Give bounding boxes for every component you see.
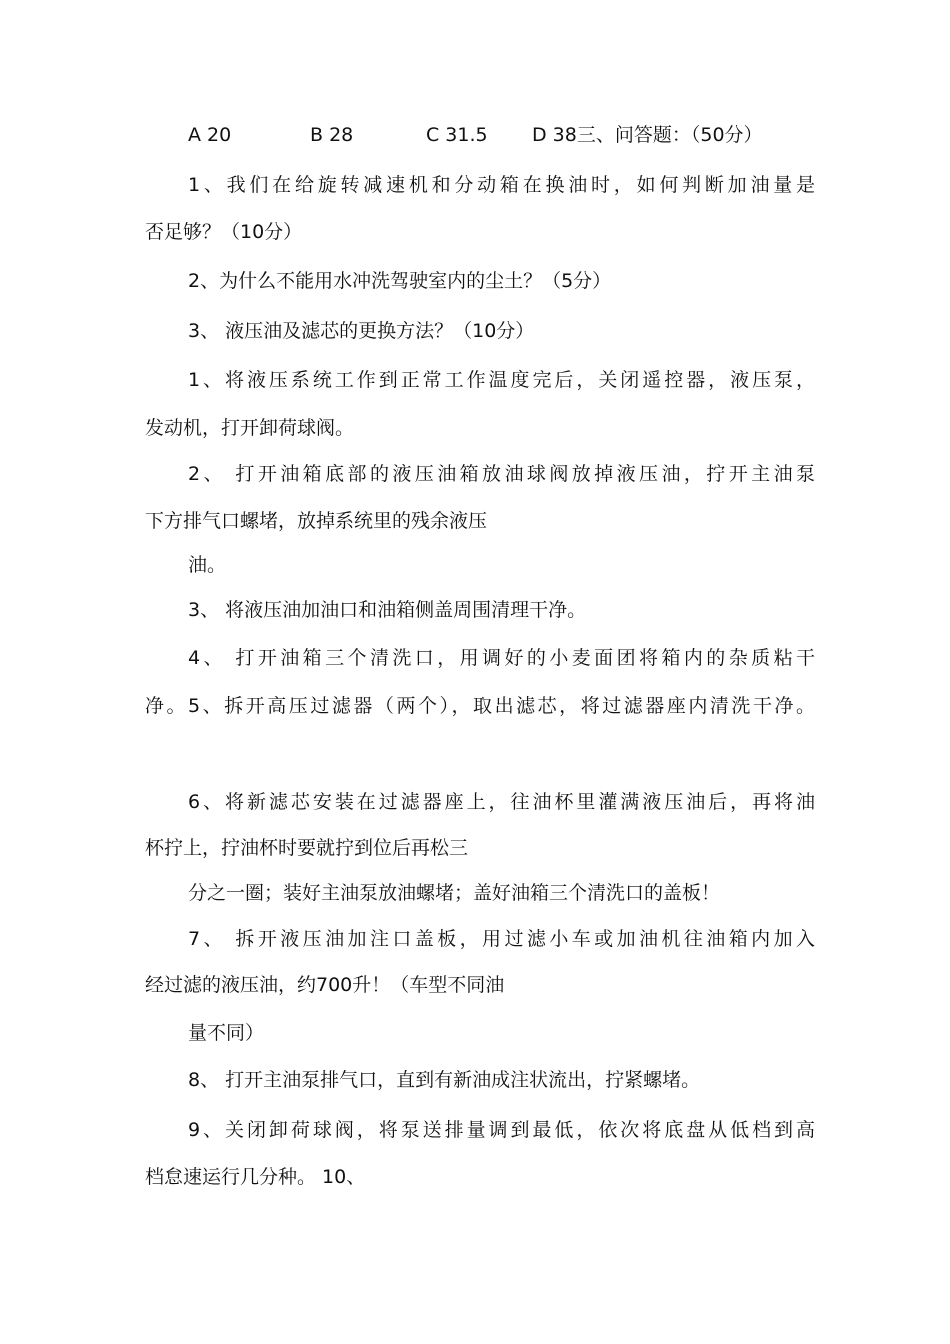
text-line: 杯拧上，拧油杯时要就拧到位后再松三 bbox=[145, 837, 469, 859]
text-line: 否足够？（10分） bbox=[145, 221, 303, 243]
option-a: A 20 bbox=[188, 124, 232, 146]
text-line: 经过滤的液压油，约700升！（车型不同油 bbox=[145, 974, 505, 996]
text-line: 量不同） bbox=[188, 1022, 265, 1044]
question-options-line bbox=[188, 123, 858, 147]
text-line: 2、 打开油箱底部的液压油箱放油球阀放掉液压油，拧开主油泵 bbox=[188, 463, 815, 485]
text-line: 3、 液压油及滤芯的更换方法？（10分） bbox=[188, 320, 535, 342]
text-line: 6、将新滤芯安装在过滤器座上，往油杯里灌满液压油后，再将油 bbox=[188, 791, 815, 813]
text-line: 2、为什么不能用水冲洗驾驶室内的尘土？（5分） bbox=[188, 270, 612, 292]
text-line: 净。5、拆开高压过滤器（两个），取出滤芯，将过滤器座内清洗干净。 bbox=[145, 695, 815, 717]
text-line: 油。 bbox=[188, 554, 227, 576]
section-heading: 三、问答题：（50分） bbox=[576, 124, 763, 146]
text-line: 档怠速运行几分种。 10、 bbox=[145, 1166, 366, 1188]
text-line: 发动机，打开卸荷球阀。 bbox=[145, 417, 355, 439]
option-b: B 28 bbox=[310, 124, 354, 146]
option-c: C 31.5 bbox=[426, 124, 488, 146]
option-d: D 38 bbox=[532, 124, 577, 146]
text-line: 9、关闭卸荷球阀，将泵送排量调到最低，依次将底盘从低档到高 bbox=[188, 1119, 815, 1141]
text-line: 1、我们在给旋转减速机和分动箱在换油时，如何判断加油量是 bbox=[188, 174, 815, 196]
text-line: 4、 打开油箱三个清洗口，用调好的小麦面团将箱内的杂质粘干 bbox=[188, 647, 815, 669]
text-line: 8、 打开主油泵排气口，直到有新油成注状流出，拧紧螺堵。 bbox=[188, 1069, 701, 1091]
text-line: 分之一圈；装好主油泵放油螺堵；盖好油箱三个清洗口的盖板！ bbox=[188, 882, 721, 904]
text-line: 3、 将液压油加油口和油箱侧盖周围清理干净。 bbox=[188, 599, 587, 621]
text-line: 7、 拆开液压油加注口盖板，用过滤小车或加油机往油箱内加入 bbox=[188, 928, 815, 950]
text-line: 下方排气口螺堵，放掉系统里的残余液压 bbox=[145, 510, 488, 532]
text-line: 1、将液压系统工作到正常工作温度完后，关闭遥控器，液压泵， bbox=[188, 369, 815, 391]
